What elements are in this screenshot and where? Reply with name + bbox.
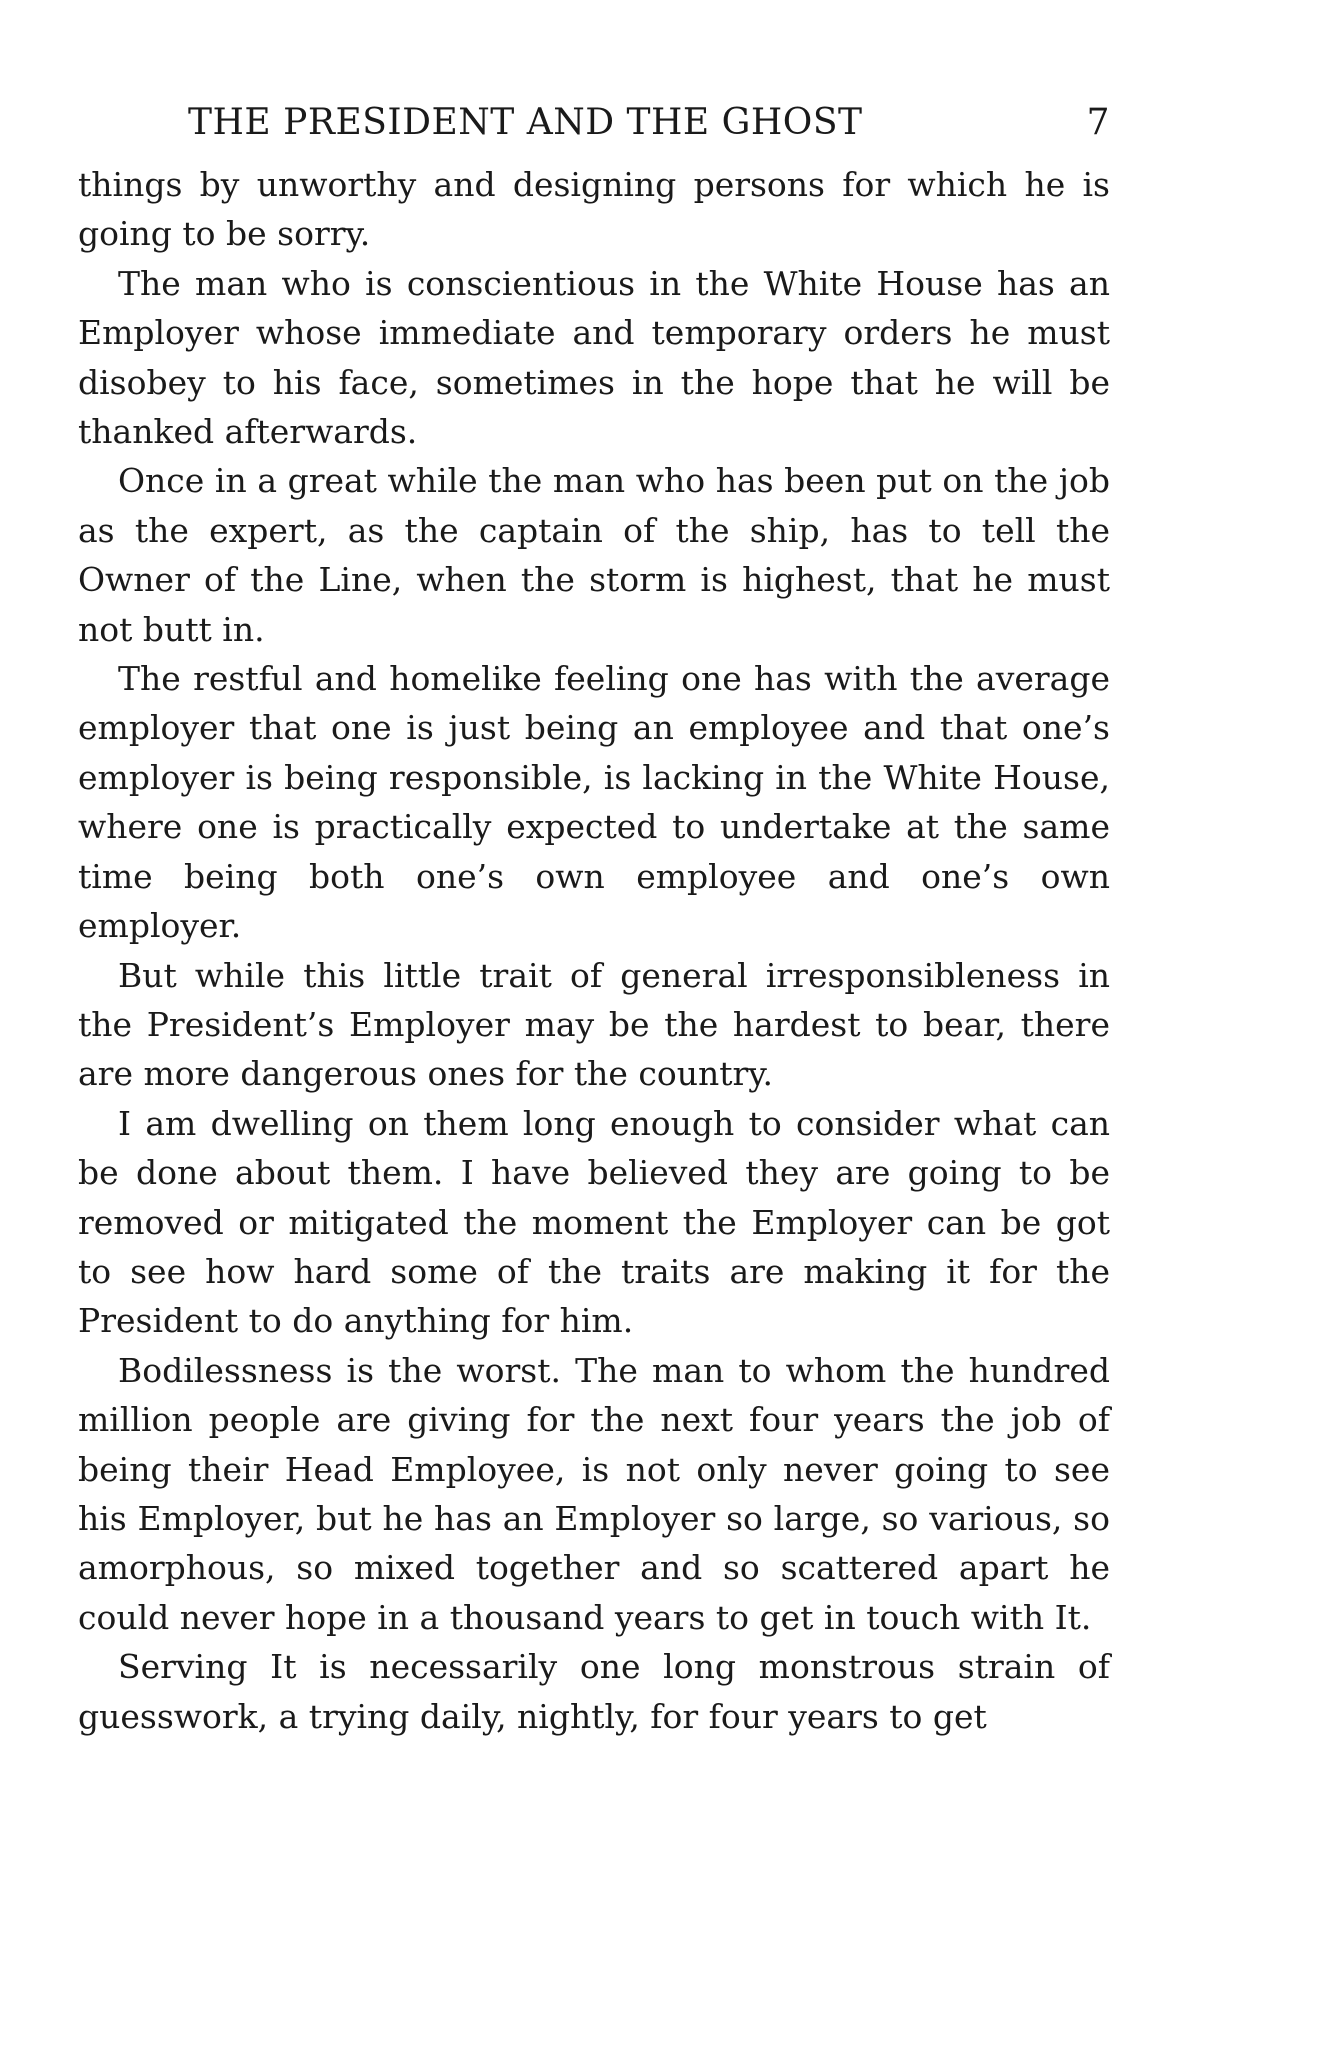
paragraph: Once in a great while the man who has been put on the job as the expert, as the captain of the ship, has to tell the Owner of the Line, when the storm is highest, that he must not butt in. <box>78 461 1110 649</box>
page-number: 7 <box>1086 102 1110 143</box>
running-head <box>78 102 1110 160</box>
body-text <box>78 160 1110 1741</box>
paragraph-continued: things by unworthy and designing persons for which he is going to be sorry. <box>78 165 1110 254</box>
paragraph: The restful and homelike feeling one has with the average employer that one is just being an employee and that one’s employer is being responsible, is lacking in the White House, where one is practically expected to undertake at the same time being both one’s own employee and one’s own employer. <box>78 659 1110 946</box>
book-page <box>78 102 1110 1741</box>
paragraph: But while this little trait of general irresponsibleness in the President’s Employer may be the hardest to bear, there are more dangerous ones for the country. <box>78 955 1110 1094</box>
paragraph: Serving It is necessarily one long monstrous strain of guesswork, a trying daily, nightly, for four years to get <box>78 1647 1110 1736</box>
paragraph: Bodilessness is the worst. The man to whom the hundred million people are giving for the next four years the job of being their Head Employee, is not only never going to see his Employer, but he has an Employer so large, so various, so amorphous, so mixed together and so scattered apart he could never hope in a thousand years to get in touch with It. <box>78 1350 1110 1637</box>
paragraph: The man who is conscientious in the White House has an Employer whose immediate and temporary orders he must disobey to his face, sometimes in the hope that he will be thanked afterwards. <box>78 263 1110 452</box>
running-title: THE PRESIDENT AND THE GHOST <box>188 102 863 143</box>
paragraph: I am dwelling on them long enough to consider what can be done about them. I have believed they are going to be removed or mitigated the moment the Employer can be got to see how hard some of the traits are making it for the President to do anything for him. <box>78 1103 1110 1341</box>
